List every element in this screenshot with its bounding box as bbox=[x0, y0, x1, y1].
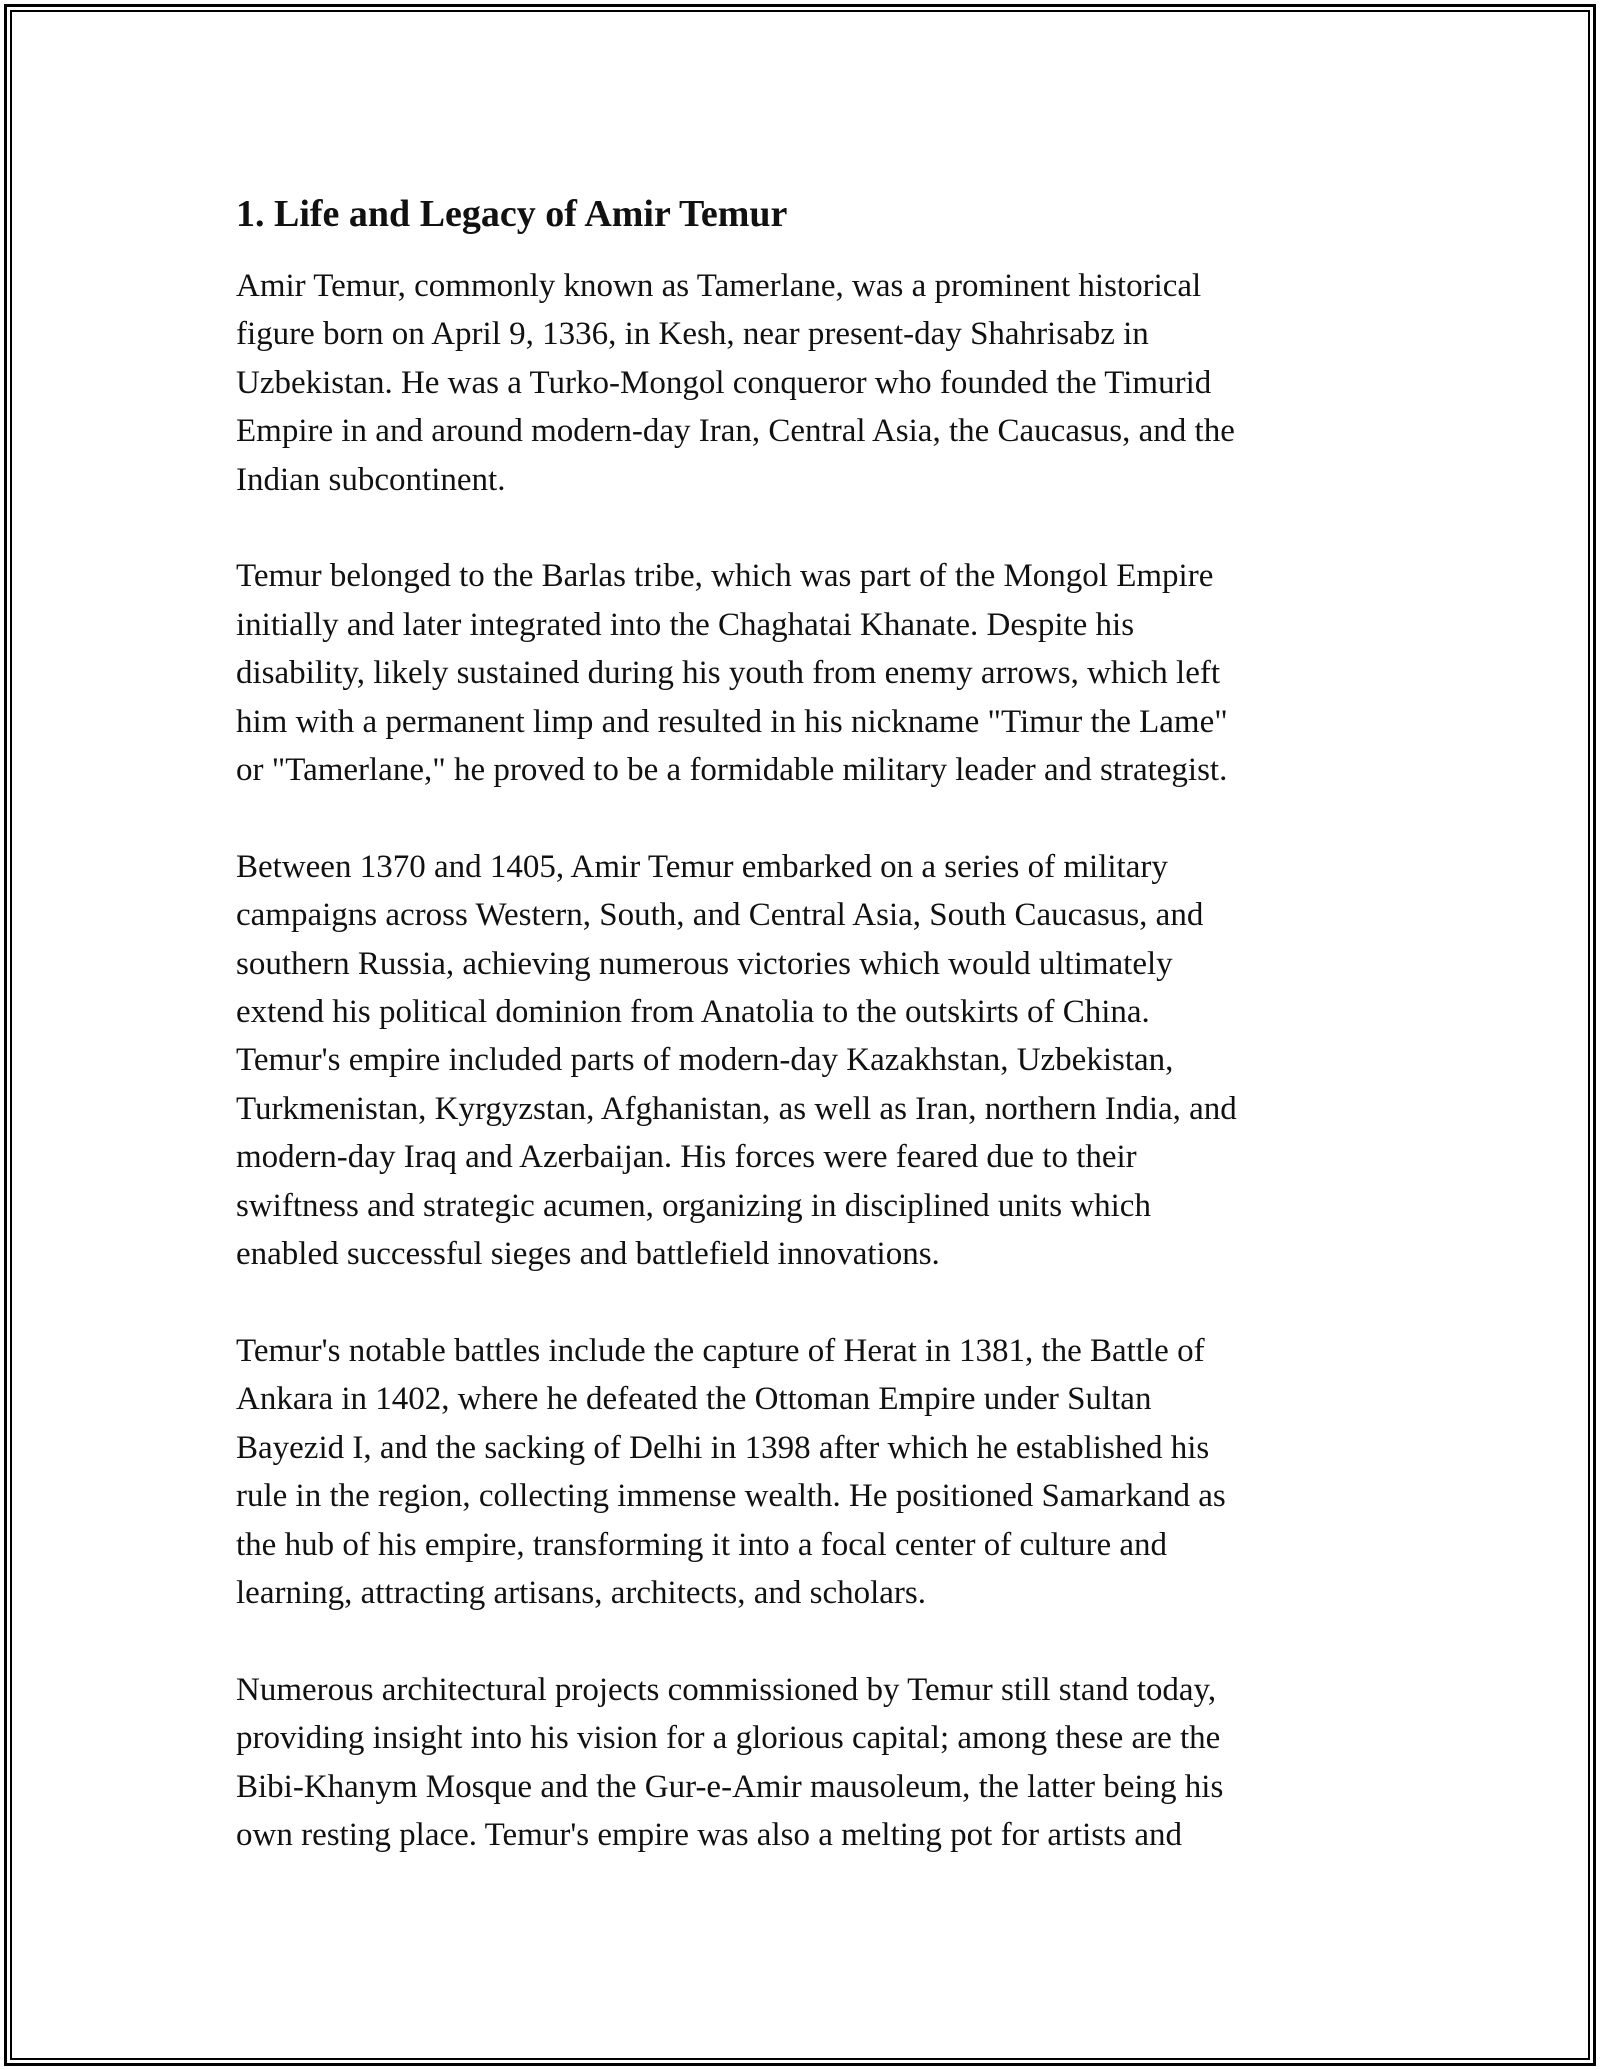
paragraph-line: providing insight into his vision for a glorious capital; among these are the bbox=[236, 1720, 1221, 1757]
document-body bbox=[236, 188, 1386, 1908]
paragraph-line: him with a permanent limp and resulted in his nickname "Timur the Lame" bbox=[236, 703, 1228, 740]
paragraph-line: swiftness and strategic acumen, organizing in disciplined units which bbox=[236, 1187, 1151, 1224]
paragraph-line: or "Tamerlane," he proved to be a formidable military leader and strategist. bbox=[236, 752, 1228, 789]
section-heading: 1. Life and Legacy of Amir Temur bbox=[236, 193, 788, 235]
paragraph-line: Between 1370 and 1405, Amir Temur embarked on a series of military bbox=[236, 848, 1168, 885]
paragraph-military-campaigns bbox=[236, 843, 1386, 1279]
paragraph-line: Temur's empire included parts of modern-day Kazakhstan, Uzbekistan, bbox=[236, 1042, 1174, 1079]
paragraph-notable-battles bbox=[236, 1327, 1386, 1617]
paragraph-line: Indian subcontinent. bbox=[236, 461, 506, 498]
paragraph-line: initially and later integrated into the Chaghatai Khanate. Despite his bbox=[236, 606, 1135, 643]
paragraph-line: the hub of his empire, transforming it into a focal center of culture and bbox=[236, 1526, 1168, 1563]
paragraph-line: Empire in and around modern-day Iran, Central Asia, the Caucasus, and the bbox=[236, 413, 1235, 450]
paragraph-line: modern-day Iraq and Azerbaijan. His forces were feared due to their bbox=[236, 1139, 1137, 1176]
paragraph-line: Amir Temur, commonly known as Tamerlane, was a prominent historical bbox=[236, 268, 1202, 304]
paragraph-line: Ankara in 1402, where he defeated the Ottoman Empire under Sultan bbox=[236, 1381, 1152, 1418]
paragraph-line: Bayezid I, and the sacking of Delhi in 1398 after which he established his bbox=[236, 1429, 1210, 1466]
paragraph-line: extend his political dominion from Anatolia to the outskirts of China. bbox=[236, 994, 1150, 1031]
paragraph-line: campaigns across Western, South, and Central Asia, South Caucasus, and bbox=[236, 897, 1204, 934]
paragraph-line: learning, attracting artisans, architects, and scholars. bbox=[236, 1574, 926, 1611]
paragraph-barlas-tribe bbox=[236, 552, 1386, 794]
paragraph-line: Uzbekistan. He was a Turko-Mongol conqueror who founded the Timurid bbox=[236, 364, 1212, 401]
paragraph-architecture bbox=[236, 1666, 1386, 1860]
paragraph-birth-origins bbox=[236, 262, 1386, 504]
paragraph-line: southern Russia, achieving numerous victories which would ultimately bbox=[236, 945, 1173, 982]
paragraph-line: Turkmenistan, Kyrgyzstan, Afghanistan, as well as Iran, northern India, and bbox=[236, 1090, 1237, 1127]
paragraph-line: rule in the region, collecting immense wealth. He positioned Samarkand as bbox=[236, 1478, 1226, 1515]
paragraph-line: enabled successful sieges and battlefield innovations. bbox=[236, 1236, 940, 1273]
paragraph-line: disability, likely sustained during his youth from enemy arrows, which left bbox=[236, 655, 1221, 692]
paragraph-line: Temur's notable battles include the capture of Herat in 1381, the Battle of bbox=[236, 1332, 1205, 1369]
paragraph-line: figure born on April 9, 1336, in Kesh, near present-day Shahrisabz in bbox=[236, 316, 1149, 353]
paragraph-line: Bibi-Khanym Mosque and the Gur-e-Amir mausoleum, the latter being his bbox=[236, 1768, 1224, 1805]
paragraph-line: Temur belonged to the Barlas tribe, which was part of the Mongol Empire bbox=[236, 558, 1214, 595]
paragraph-line: Numerous architectural projects commissioned by Temur still stand today, bbox=[236, 1671, 1217, 1708]
paragraph-line: own resting place. Temur's empire was also a melting pot for artists and bbox=[236, 1816, 1183, 1853]
